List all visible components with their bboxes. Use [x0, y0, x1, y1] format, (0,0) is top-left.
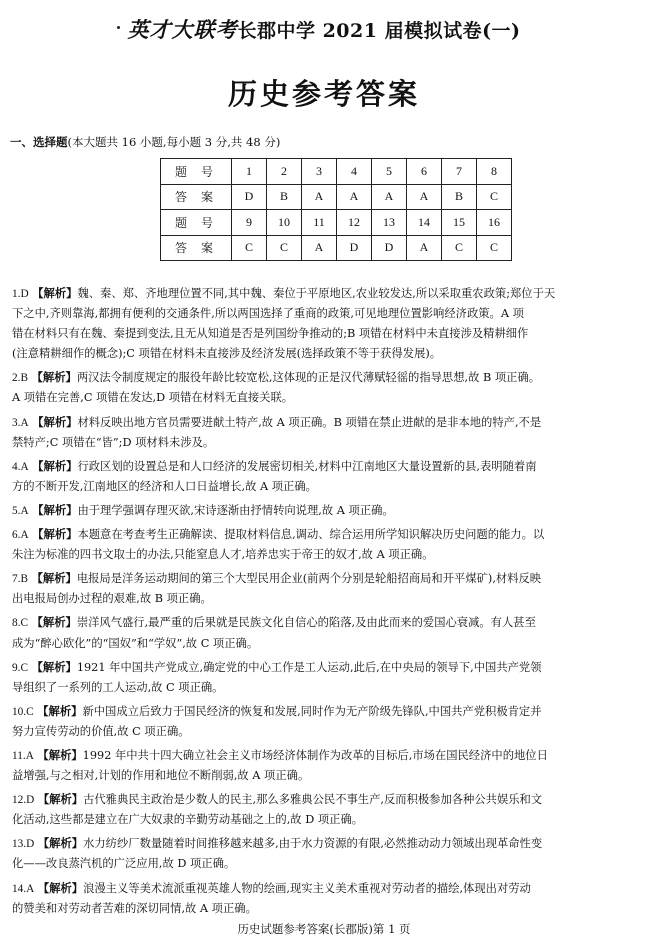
question-number-cell: 4	[337, 159, 372, 185]
answer-cell: A	[372, 184, 407, 210]
explanation-line: 化活动,这些都是建立在广大奴隶的辛勤劳动基础之上的,故 D 项正确。	[12, 813, 364, 827]
explanation-line: 行政区划的设置总是和人口经济的发展密切相关,材料中江南地区大量设置新的县,表明随着南	[77, 459, 537, 473]
question-answer: 13.D	[12, 838, 35, 851]
row-label: 题号	[161, 159, 232, 185]
section-title: 一、选择题	[10, 135, 68, 149]
row-label: 答案	[161, 184, 232, 210]
page-title: 历史参考答案	[227, 77, 420, 111]
answer-row-2	[161, 235, 512, 261]
question-number-cell: 6	[407, 159, 442, 185]
analysis-tag: 【解析】	[32, 528, 78, 542]
explanations-list	[12, 284, 640, 923]
answer-cell: D	[372, 235, 407, 261]
explanation-line: 本题意在考查考生正确解读、提取材料信息,调动、综合运用所学知识解决历史问题的能力。以	[77, 528, 545, 542]
explanation-line: 化——改良蒸汽机的广泛应用,故 D 项正确。	[12, 857, 236, 871]
explanation-item	[12, 413, 640, 453]
explanation-item	[12, 746, 640, 786]
section-heading	[10, 134, 280, 150]
question-answer: 1.D	[12, 288, 29, 300]
explanation-line: 古代雅典民主政治是少数人的民主,那么多雅典公民不事生产,反而积极参加各种公共娱乐和文	[83, 793, 543, 807]
question-answer: 9.C	[12, 661, 29, 674]
explanation-item	[12, 658, 640, 698]
row-label: 题号	[161, 210, 232, 236]
question-answer: 12.D	[12, 794, 35, 807]
page-footer: 历史试题参考答案(长郡版)第 1 页	[237, 922, 411, 936]
explanation-line: 的赞美和对劳动者苦难的深切同情,故 A 项正确。	[12, 901, 257, 915]
explanation-item	[12, 834, 640, 874]
row-label: 答案	[161, 235, 232, 261]
explanation-line: (注意精耕细作的概念);C 项错在材料未直接涉及经济发展(选择政策不等于获得发展)。	[12, 347, 442, 361]
question-number-cell: 7	[442, 159, 477, 185]
question-answer: 3.A	[12, 416, 29, 429]
analysis-tag: 【解析】	[31, 660, 77, 674]
analysis-tag: 【解析】	[37, 837, 84, 851]
question-answer: 6.A	[12, 529, 29, 542]
explanation-line: 成为“醉心欧化”的“国奴”和“学奴”,故 C 项正确。	[12, 636, 259, 650]
analysis-tag: 【解析】	[32, 415, 78, 429]
analysis-tag: 【解析】	[31, 616, 77, 630]
explanation-line: 由于理学强调存理灭欲,宋诗逐渐由抒情转向说理,故 A 项正确。	[77, 503, 394, 517]
explanation-line: 朱注为标准的四书文取士的办法,只能窒息人才,培养忠实于帝王的奴才,故 A 项正确。	[12, 548, 434, 562]
question-number-cell: 16	[477, 210, 512, 236]
question-number-cell: 8	[477, 159, 512, 185]
question-number-cell: 5	[372, 159, 407, 185]
answer-cell: D	[337, 235, 372, 261]
analysis-tag: 【解析】	[32, 287, 78, 300]
explanation-line: 1992 年中共十四大确立社会主义市场经济体制作为改革的目标后,市场在国民经济中的地位日	[82, 748, 548, 762]
explanation-line: 禁特产;C 项错在“皆”;D 项材料未涉及。	[12, 435, 215, 449]
answer-row-1	[161, 184, 512, 210]
explanation-item	[12, 284, 640, 364]
answer-cell: C	[232, 235, 267, 261]
question-row-2	[161, 210, 512, 236]
explanation-line: 魏、秦、郑、齐地理位置不同,其中魏、秦位于平原地区,农业较发达,所以采取重农政策;郑位于天	[77, 287, 556, 300]
brand-name: 英才大联考	[127, 17, 238, 42]
question-answer: 10.C	[12, 705, 34, 718]
explanation-item	[12, 879, 640, 919]
explanation-line: 新中国成立后致力于国民经济的恢复和发展,同时作为无产阶级先锋队,中国共产党积极肯定并	[82, 704, 542, 718]
explanation-line: 两汉法令制度规定的服役年龄比较宽松,这体现的正是汉代薄赋轻徭的指导思想,故 B 项正确。	[76, 371, 541, 385]
answer-cell: A	[407, 184, 442, 210]
explanation-item	[12, 457, 640, 497]
question-answer: 4.A	[12, 460, 29, 473]
analysis-tag: 【解析】	[31, 572, 77, 586]
analysis-tag: 【解析】	[31, 371, 77, 385]
explanation-item	[12, 790, 640, 830]
question-answer: 5.A	[12, 504, 29, 517]
answer-table	[160, 158, 512, 261]
section-note: (本大题共 16 小题,每小题 3 分,共 48 分)	[67, 135, 281, 149]
explanation-line: A 项错在完善,C 项错在发达,D 项错在材料无直接关联。	[12, 391, 294, 405]
explanation-line: 出电报局创办过程的艰难,故 B 项正确。	[12, 592, 212, 606]
question-row-1	[161, 159, 512, 185]
answer-cell: D	[232, 184, 267, 210]
explanation-item	[12, 702, 640, 742]
exam-header	[0, 14, 648, 44]
analysis-tag: 【解析】	[32, 503, 78, 517]
question-answer: 11.A	[12, 749, 34, 762]
answer-cell: A	[302, 235, 337, 261]
answer-cell: B	[267, 184, 302, 210]
analysis-tag: 【解析】	[32, 459, 78, 473]
explanation-item	[12, 368, 640, 408]
question-number-cell: 11	[302, 210, 337, 236]
question-number-cell: 1	[232, 159, 267, 185]
explanation-item	[12, 569, 640, 609]
question-number-cell: 2	[267, 159, 302, 185]
explanation-item	[12, 613, 640, 653]
answer-cell: A	[302, 184, 337, 210]
explanation-line: 材料反映出地方官员需要进献土特产,故 A 项正确。B 项错在禁止进献的是非本地的特产,不是	[77, 415, 542, 429]
answer-cell: A	[337, 184, 372, 210]
question-number-cell: 3	[302, 159, 337, 185]
question-answer: 7.B	[12, 573, 29, 586]
question-answer: 8.C	[12, 617, 29, 630]
explanation-line: 导组织了一系列的工人运动,故 C 项正确。	[12, 680, 224, 694]
analysis-tag: 【解析】	[37, 793, 84, 807]
explanation-line: 1921 年中国共产党成立,确定党的中心工作是工人运动,此后,在中央局的领导下,中国共产党领	[76, 660, 542, 674]
explanation-line: 努力宣传劳动的价值,故 C 项正确。	[12, 724, 190, 738]
explanation-line: 下之中,齐则靠海,都拥有便利的交通条件,所以两国选择了重商的政策,可见地理位置影响经济政策。A 项	[12, 307, 524, 321]
explanation-item	[12, 525, 640, 565]
question-number-cell: 13	[372, 210, 407, 236]
analysis-tag: 【解析】	[37, 748, 83, 762]
explanation-line: 浪漫主义等美术流派重视英雄人物的绘画,现实主义美术重视对劳动者的描绘,体现出对劳动	[83, 881, 531, 895]
question-number-cell: 15	[442, 210, 477, 236]
explanation-line: 电报局是洋务运动期间的第三个大型民用企业(前两个分别是轮船招商局和开平煤矿),材料反映	[76, 572, 542, 586]
answer-cell: B	[442, 184, 477, 210]
question-number-cell: 14	[407, 210, 442, 236]
explanation-item	[12, 501, 640, 521]
answer-cell: C	[477, 235, 512, 261]
answer-cell: C	[267, 235, 302, 261]
answer-cell: C	[442, 235, 477, 261]
question-number-cell: 10	[267, 210, 302, 236]
explanation-line: 错在材料只有在魏、秦提到变法,且无从知道是否是列国纷争推动的;B 项错在材料中未直接涉及精耕细作	[12, 327, 529, 341]
question-number-cell: 12	[337, 210, 372, 236]
question-answer: 14.A	[12, 882, 35, 895]
answer-cell: C	[477, 184, 512, 210]
analysis-tag: 【解析】	[37, 704, 83, 718]
explanation-line: 水力纺纱厂数量随着时间推移越来越多,由于水力资源的有限,必然推动动力领域出现革命性变	[83, 837, 543, 851]
analysis-tag: 【解析】	[37, 881, 84, 895]
explanation-line: 崇洋风气盛行,最严重的后果就是民族文化自信心的陷落,及由此而来的爱国心衰减。有人甚至	[76, 616, 536, 630]
question-number-cell: 9	[232, 210, 267, 236]
explanation-line: 益增强,与之相对,计划的作用和地位不断削弱,故 A 项正确。	[12, 769, 310, 783]
explanation-line: 方的不断开发,江南地区的经济和人口日益增长,故 A 项正确。	[12, 479, 317, 493]
question-answer: 2.B	[12, 372, 29, 385]
exam-name: 长郡中学 2021 届模拟试卷(一)	[237, 20, 521, 42]
answer-cell: A	[407, 235, 442, 261]
